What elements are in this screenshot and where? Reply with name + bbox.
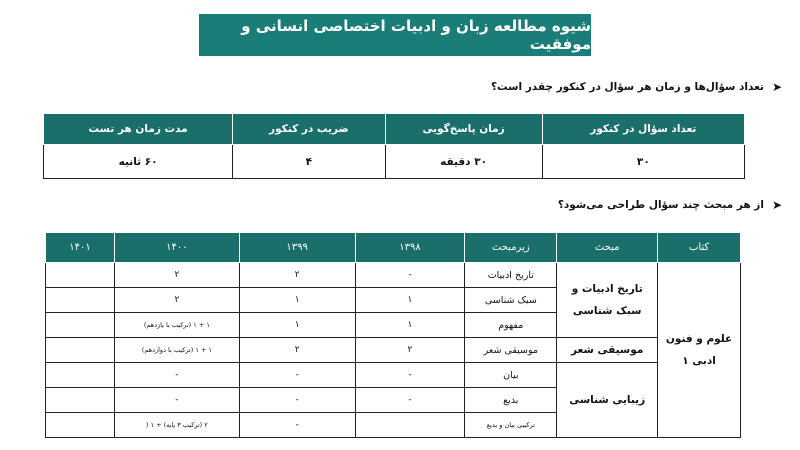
table-cell: ۱ xyxy=(355,313,465,338)
table-cell: - xyxy=(239,363,355,388)
header-cell: زمان پاسخ‌گویی xyxy=(385,114,542,145)
header-cell: ۱۴۰۱ xyxy=(46,233,115,263)
table-cell: ۲ xyxy=(114,263,239,288)
table-cell: - xyxy=(239,388,355,413)
table-cell xyxy=(46,338,115,363)
table-cell: ۱ xyxy=(239,313,355,338)
table-cell: - xyxy=(355,388,465,413)
table-cell: ۲ xyxy=(239,338,355,363)
table-header-row xyxy=(46,233,741,263)
topic-cell: موسیقی شعر xyxy=(557,338,658,363)
header-cell: کتاب xyxy=(658,233,741,263)
table-cell: ۱ + ۱ (ترکیب با دوازدهم) xyxy=(114,338,239,363)
table-cell: ۴ xyxy=(233,145,385,179)
table-cell: - xyxy=(239,413,355,438)
table-cell: ۲ xyxy=(355,338,465,363)
table-cell: ۱ + ۱ (ترکیب با یازدهم) xyxy=(114,313,239,338)
subtopic-cell: مفهوم xyxy=(465,313,557,338)
question-text: از هر مبحث چند سؤال طراحی می‌شود؟ xyxy=(557,199,764,211)
table-cell xyxy=(46,288,115,313)
table-cell: ۲ (ترکیب ۳ پایه) + ۱ ( xyxy=(114,413,239,438)
header-cell: مبحث xyxy=(557,233,658,263)
arrow-left-icon: ➤ xyxy=(771,80,782,94)
subtopic-cell: موسیقی شعر xyxy=(465,338,557,363)
table-header-row xyxy=(44,114,745,145)
arrow-left-icon: ➤ xyxy=(771,198,782,212)
subtopic-cell: تاریخ ادبیات xyxy=(465,263,557,288)
subtopic-cell: ترکیبی بیان و بدیع xyxy=(465,413,557,438)
table-cell: ۲ xyxy=(239,263,355,288)
table-cell xyxy=(355,413,465,438)
table-cell xyxy=(46,263,115,288)
table-row xyxy=(44,145,745,179)
table-cell: ۱ xyxy=(355,288,465,313)
topic-cell: زیبایی شناسی xyxy=(557,363,658,438)
table-cell: ۲ xyxy=(114,288,239,313)
table-row xyxy=(46,363,741,388)
question-text: تعداد سؤال‌ها و زمان هر سؤال در کنکور چقدر است؟ xyxy=(490,81,764,93)
header-cell: تعداد سؤال در کنکور xyxy=(542,114,744,145)
question-heading-2 xyxy=(558,198,782,212)
table-row xyxy=(46,263,741,288)
table-row xyxy=(46,338,741,363)
header-cell: زیرمبحث xyxy=(465,233,557,263)
page-title-banner xyxy=(199,14,591,56)
table-cell: ۳۰ xyxy=(542,145,744,179)
page-title: شیوه مطالعه زبان و ادبیات اختصاصی انسانی و موفقیت xyxy=(241,17,591,53)
book-cell: علوم و فنون ادبی ۱ xyxy=(658,263,741,438)
question-heading-1 xyxy=(491,80,782,94)
topic-cell: تاریخ ادبیات و سبک شناسی xyxy=(557,263,658,338)
table-cell: - xyxy=(355,363,465,388)
header-cell: ۱۴۰۰ xyxy=(114,233,239,263)
header-cell: ضریب در کنکور xyxy=(233,114,385,145)
table-cell xyxy=(46,388,115,413)
exam-info-table xyxy=(43,113,745,179)
header-cell: ۱۳۹۹ xyxy=(239,233,355,263)
table-cell: - xyxy=(355,263,465,288)
table-cell xyxy=(46,313,115,338)
table-cell: ۱ xyxy=(239,288,355,313)
table-cell xyxy=(46,413,115,438)
table-cell: ۶۰ ثانیه xyxy=(44,145,233,179)
table-cell xyxy=(46,363,115,388)
subtopic-cell: بدیع xyxy=(465,388,557,413)
header-cell: ۱۳۹۸ xyxy=(355,233,465,263)
table-cell: - xyxy=(114,388,239,413)
table-cell: - xyxy=(114,363,239,388)
subtopic-cell: بیان xyxy=(465,363,557,388)
subtopic-cell: سبک شناسی xyxy=(465,288,557,313)
table-cell: ۳۰ دقیقه xyxy=(385,145,542,179)
header-cell: مدت زمان هر تست xyxy=(44,114,233,145)
topic-breakdown-table xyxy=(45,232,741,438)
